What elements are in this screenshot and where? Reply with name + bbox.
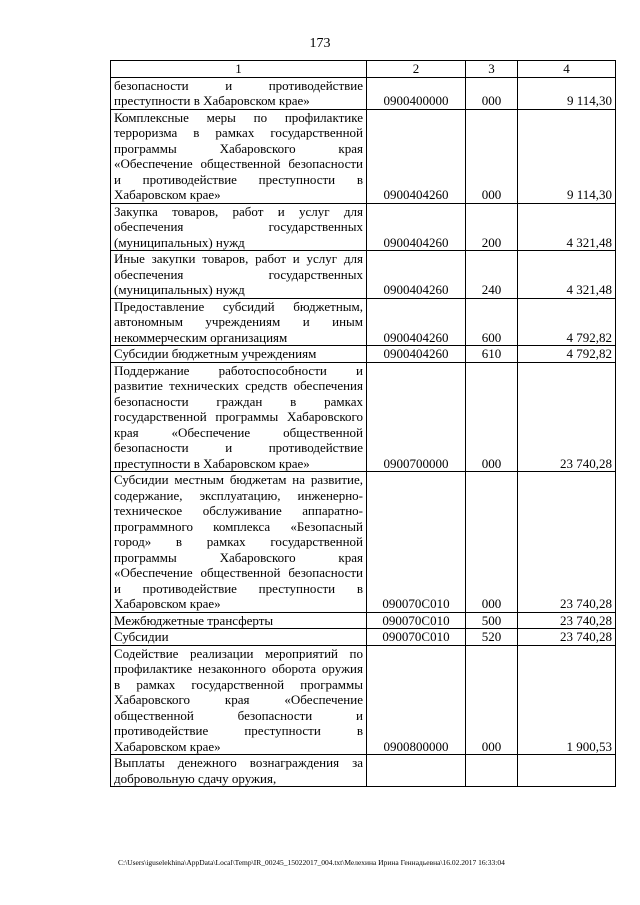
row-amount: 23 740,28 [518,472,616,613]
row-type: 000 [466,362,518,472]
file-path-footer: C:\Users\iguselekhina\AppData\Local\Temp\IR_00245_15022017_004.txt\Мелехина Ирина Геннадьевна\16.02.2017 16:33:04 [118,858,505,867]
row-name: Закупка товаров, работ и услуг для обеспечения государственных (муниципальных) нужд [111,203,367,251]
column-header-1: 1 [111,61,367,78]
row-name: Комплексные меры по профилактике терроризма в рамках государственной программы Хабаровского края «Обеспечение общественной безопасности и противодействие преступности в Хабаровском крае» [111,109,367,203]
row-amount: 23 740,28 [518,612,616,629]
row-type: 600 [466,298,518,346]
row-code: 090070С010 [367,472,466,613]
row-type: 000 [466,109,518,203]
row-amount: 1 900,53 [518,645,616,755]
page-number: 173 [309,36,331,51]
column-header-2: 2 [367,61,466,78]
row-amount: 23 740,28 [518,362,616,472]
table-row [111,346,616,363]
row-code: 0900404260 [367,109,466,203]
table-row [111,755,616,787]
row-code: 090070С010 [367,629,466,646]
row-code: 0900404260 [367,203,466,251]
table-row [111,612,616,629]
row-amount: 4 792,82 [518,298,616,346]
table-row [111,629,616,646]
table-header-row [111,61,616,78]
row-code: 0900800000 [367,645,466,755]
row-amount: 9 114,30 [518,109,616,203]
row-code [367,755,466,787]
row-amount: 4 321,48 [518,251,616,299]
row-name: Выплаты денежного вознаграждения за добровольную сдачу оружия, [111,755,367,787]
row-amount: 4 792,82 [518,346,616,363]
table-row [111,472,616,613]
row-code: 0900404260 [367,298,466,346]
row-code: 0900400000 [367,77,466,109]
table-row [111,645,616,755]
row-name: Предоставление субсидий бюджетным, автономным учреждениям и иным некоммерческим организациям [111,298,367,346]
row-code: 0900700000 [367,362,466,472]
row-code: 0900404260 [367,346,466,363]
column-header-4: 4 [518,61,616,78]
table-row [111,251,616,299]
row-type: 610 [466,346,518,363]
row-code: 0900404260 [367,251,466,299]
budget-table [110,60,616,787]
table-row [111,203,616,251]
row-type: 200 [466,203,518,251]
row-name: Поддержание работоспособности и развитие технических средств обеспечения безопасности граждан в рамках государственной программы Хабаровского края «Обеспечение общественной безопасности и противодействие преступности в Хабаровском крае» [111,362,367,472]
table-row [111,77,616,109]
row-code: 090070С010 [367,612,466,629]
row-amount [518,755,616,787]
row-name: Содействие реализации мероприятий по профилактике незаконного оборота оружия в рамках государственной программы Хабаровского края «Обеспечение общественной безопасности и противодействие преступности в Хабаровском крае» [111,645,367,755]
table-row [111,362,616,472]
row-amount: 23 740,28 [518,629,616,646]
row-type: 520 [466,629,518,646]
row-type: 000 [466,645,518,755]
row-name: Субсидии бюджетным учреждениям [111,346,367,363]
row-name: безопасности и противодействие преступности в Хабаровском крае» [111,77,367,109]
row-type: 500 [466,612,518,629]
row-name: Субсидии местным бюджетам на развитие, содержание, эксплуатацию, инженерно-техническое обслуживание аппаратно-программного комплекса «Безопасный город» в рамках государственной программы Хабаровского края «Обеспечение общественной безопасности и противодействие преступности в Хабаровском крае» [111,472,367,613]
table-row [111,298,616,346]
row-name: Субсидии [111,629,367,646]
row-amount: 9 114,30 [518,77,616,109]
row-type: 000 [466,472,518,613]
row-type: 000 [466,77,518,109]
table-row [111,109,616,203]
row-type: 240 [466,251,518,299]
row-type [466,755,518,787]
row-amount: 4 321,48 [518,203,616,251]
row-name: Иные закупки товаров, работ и услуг для обеспечения государственных (муниципальных) нужд [111,251,367,299]
column-header-3: 3 [466,61,518,78]
row-name: Межбюджетные трансферты [111,612,367,629]
